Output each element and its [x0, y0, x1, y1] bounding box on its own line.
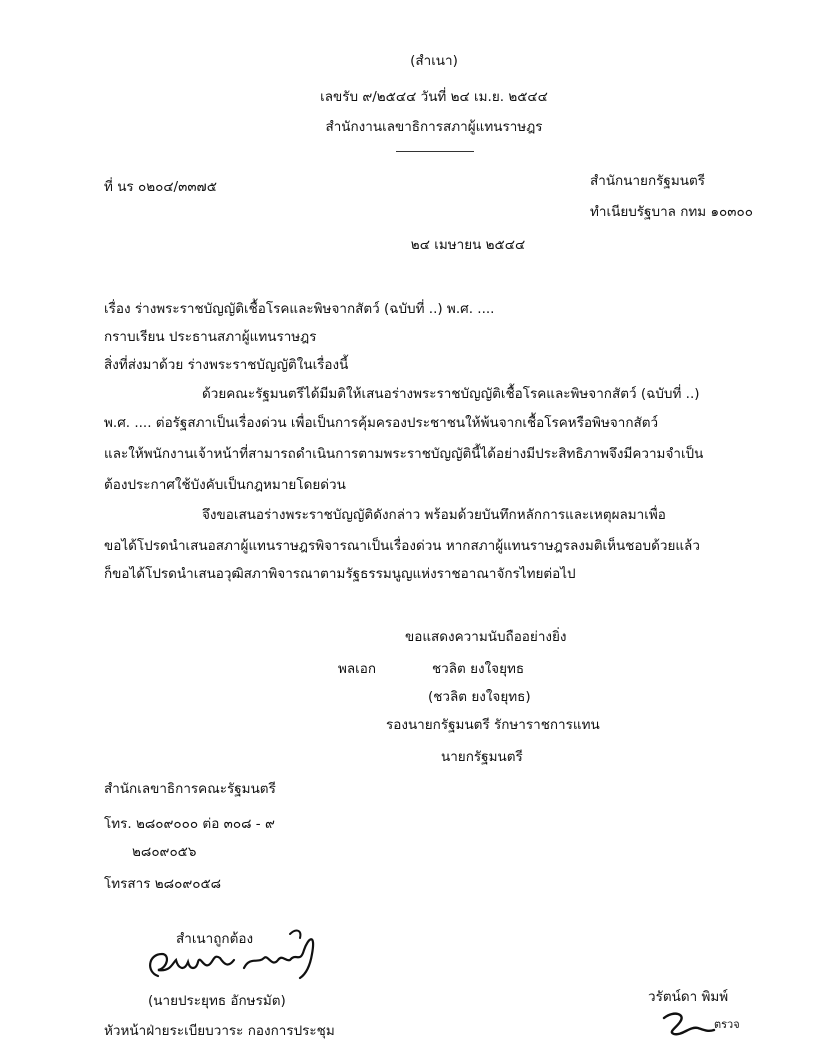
- closing-regards: ขอแสดงความนับถืออย่างยิ่ง: [405, 629, 567, 645]
- receiving-office: สำนักงานเลขาธิการสภาผู้แทนราษฎร: [325, 119, 543, 135]
- salutation: กราบเรียน ประธานสภาผู้แทนราษฎร: [104, 329, 317, 345]
- checker-initials: [660, 1008, 720, 1040]
- handwritten-signature: [140, 924, 330, 994]
- copy-mark: (สำเนา): [410, 53, 458, 69]
- paragraph-1-line-2: พ.ศ. .... ต่อรัฐสภาเป็นเรื่องด่วน เพื่อเป็นการคุ้มครองประชาชนให้พ้นจากเชื้อโรคหรือพิษจากสัตว์: [104, 415, 659, 431]
- divider-line: [396, 151, 474, 152]
- paragraph-2-line-2: ขอได้โปรดนำเสนอสภาผู้แทนราษฎรพิจารณาเป็นเรื่องด่วน หากสภาผู้แทนราษฎรลงมติเห็นชอบด้วยแล้ว: [104, 538, 700, 554]
- contact-phone: โทร. ๒๘๐๙๐๐๐ ต่อ ๓๐๘ - ๙: [104, 816, 275, 832]
- receipt-line: เลขรับ ๙/๒๕๔๔ วันที่ ๒๔ เม.ย. ๒๕๔๔: [320, 89, 548, 105]
- sender-address: ทำเนียบรัฐบาล กทม ๑๐๓๐๐: [590, 204, 753, 220]
- certifier-name: (นายประยุทธ อักษรมัต): [148, 993, 286, 1009]
- sender-office: สำนักนายกรัฐมนตรี: [590, 173, 705, 189]
- signer-name: ชวลิต ยงใจยุทธ: [432, 661, 525, 677]
- signer-name-parenthetical: (ชวลิต ยงใจยุทธ): [428, 689, 531, 705]
- subject-line: เรื่อง ร่างพระราชบัญญัติเชื้อโรคและพิษจากสัตว์ (ฉบับที่ ..) พ.ศ. ....: [104, 301, 495, 317]
- paragraph-2-line-3: ก็ขอได้โปรดนำเสนอวุฒิสภาพิจารณาตามรัฐธรรมนูญแห่งราชอาณาจักรไทยต่อไป: [104, 566, 576, 582]
- paragraph-1-line-3: และให้พนักงานเจ้าหน้าที่สามารถดำเนินการตามพระราชบัญญัตินี้ได้อย่างมีประสิทธิภาพจึงมีความจำเป็น: [104, 446, 704, 462]
- signer-rank: พลเอก: [338, 661, 377, 677]
- paragraph-2-line-1: จึงขอเสนอร่างพระราชบัญญัติดังกล่าว พร้อมด้วยบันทึกหลักการและเหตุผลมาเพื่อ: [202, 507, 666, 523]
- document-number: ที่ นร ๐๒๐๔/๓๓๗๕: [104, 179, 217, 195]
- checker-label: ตรวจ: [714, 1018, 740, 1031]
- certifier-position: หัวหน้าฝ่ายระเบียบวาระ กองการประชุม: [104, 1023, 335, 1039]
- paragraph-1-line-4: ต้องประกาศใช้บังคับเป็นกฎหมายโดยด่วน: [104, 477, 346, 493]
- paragraph-1-line-1: ด้วยคณะรัฐมนตรีได้มีมติให้เสนอร่างพระราชบัญญัติเชื้อโรคและพิษจากสัตว์ (ฉบับที่ ..): [202, 386, 700, 402]
- contact-office: สำนักเลขาธิการคณะรัฐมนตรี: [104, 781, 276, 797]
- certified-copy-label: สำเนาถูกต้อง: [176, 931, 254, 947]
- enclosure-line: สิ่งที่ส่งมาด้วย ร่างพระราชบัญญัติในเรื่องนี้: [104, 357, 349, 373]
- letter-date: ๒๔ เมษายน ๒๕๔๔: [410, 237, 526, 253]
- contact-phone-2: ๒๘๐๙๐๕๖: [132, 844, 197, 860]
- typist-note: วรัตน์ดา พิมพ์: [648, 989, 729, 1005]
- signer-title-2: นายกรัฐมนตรี: [441, 749, 523, 765]
- contact-fax: โทรสาร ๒๘๐๙๐๕๘: [104, 876, 222, 892]
- signer-title: รองนายกรัฐมนตรี รักษาราชการแทน: [386, 717, 600, 733]
